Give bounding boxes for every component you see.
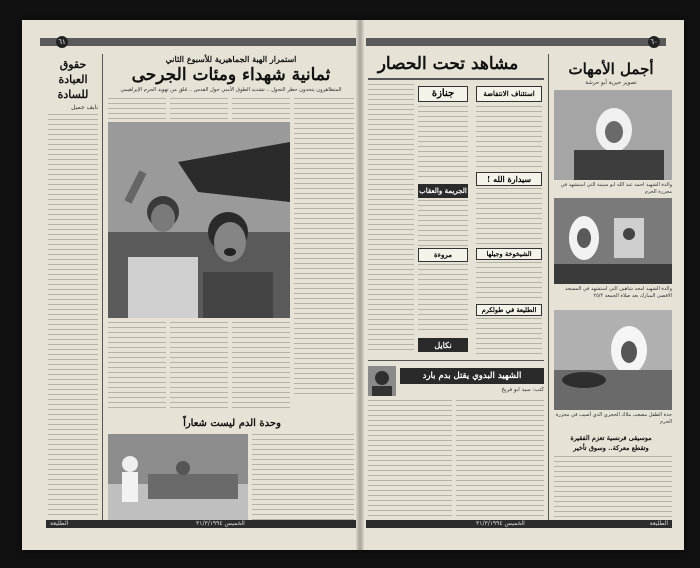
right-col-divider [548, 54, 549, 522]
sidebar-title-1: حقوق [59, 58, 87, 71]
right-footer-date: الخميس ٣١/٣/١٩٩٤ [476, 520, 525, 527]
martyr-text-2 [456, 400, 544, 520]
bottom-right-text [554, 456, 672, 520]
box-bakery: نكايل [418, 338, 468, 352]
protest-photo-graphic [108, 122, 290, 318]
right-headline: مشاهد تحت الحصار [377, 54, 519, 74]
intro-col-1 [108, 98, 166, 120]
mother-photo-3-graphic [554, 310, 672, 410]
martyr-rule [368, 360, 544, 361]
martyr-headline: الشهيد البدوي يقتل بدم بارد [400, 368, 544, 384]
sidebar-text [48, 114, 98, 518]
hospital-photo-graphic [108, 434, 248, 520]
protest-photo [108, 122, 290, 318]
martyr-text-1 [368, 400, 452, 520]
box-crime: الجريمة والعقاب [418, 184, 468, 198]
right-text-col [294, 98, 354, 398]
right-page [360, 20, 684, 550]
mother-photo-1-graphic [554, 90, 672, 180]
intro-col-3 [232, 98, 290, 120]
main-headline: ثمانية شهداء ومئات الجرحى [131, 65, 331, 85]
sidebar-byline: نايف جميل [71, 104, 98, 111]
right-footer-label: الطليعة [649, 520, 668, 527]
mothers-headline: أجمل الأمهات [568, 60, 654, 78]
lower-col-3 [232, 322, 290, 412]
box-nurse: الشيخوخة وجيلها [476, 248, 542, 260]
sidebar-title-3: للسادة [57, 88, 89, 101]
caption-1: والدة الشهيد احمد عبد الله ابو سنينة التي استشهد في مجزرة الحرم [560, 182, 672, 195]
mother-photo-1 [554, 90, 672, 180]
martyr-portrait [368, 366, 396, 396]
lower-col-2 [170, 322, 228, 412]
caption-2: والدة الشهيد امجد شاهين التي استشهد في المسجد الاقصى المبارك بعد صلاة الجمعة ٢٥/٢ [565, 286, 672, 299]
mother-photo-3 [554, 310, 672, 410]
mid-col-1 [368, 84, 414, 354]
box-siege: سيدارة الله ! [476, 172, 542, 186]
box-intifada: استئناف الانتفاضة [476, 86, 542, 102]
mid-col-5 [476, 188, 542, 246]
left-footer-label: الطليعة [50, 520, 69, 527]
mid-col-3 [476, 106, 542, 170]
left-footer [46, 520, 356, 528]
right-top-bar [366, 38, 666, 46]
bottom-text [252, 434, 354, 520]
box-funeral: جنازة [418, 86, 468, 102]
right-headline-rule [368, 78, 544, 80]
bottom-caption: جدة الطفل مصعب ملاك الحجري الذي أصيب في مجزرة الحرم [555, 412, 672, 425]
bottom-headline: وحدة الدم ليست شعاراً [183, 418, 281, 429]
main-kicker: استمرار الهبة الجماهيرية للأسبوع الثاني [165, 54, 297, 64]
intro-col-2 [170, 98, 228, 120]
mid-col-2 [418, 106, 468, 180]
bottom-headline-2: وتقطع معركة.. وسوق تأخير [573, 444, 649, 452]
mid-col-7 [476, 262, 542, 302]
mid-col-8 [476, 318, 542, 354]
bottom-headline-1: موسيقى فرنسية تعزم الفقيرة [570, 434, 652, 442]
sidebar-divider [102, 54, 103, 522]
right-page-number: ٦٠ [648, 36, 660, 48]
mother-photo-2 [554, 198, 672, 284]
mid-col-6 [418, 264, 468, 330]
right-footer [366, 520, 672, 528]
mid-col-4 [418, 200, 468, 246]
martyr-byline: كتب: سيد ابو فريخ [501, 387, 544, 393]
main-subhead: المتظاهرون يتحدون حظر التجول .. تشديد الطوق الأمني حول القدس .. قلق من تهويد الحرم الإبراهيمي [120, 87, 342, 93]
lower-col-1 [108, 322, 166, 412]
left-footer-date: الخميس ٣١/٣/١٩٩٤ [196, 520, 245, 527]
mothers-byline: تصوير خيرية أبو حرشة [585, 80, 637, 86]
left-top-bar [40, 38, 356, 46]
left-page [22, 20, 360, 550]
newspaper-spread [22, 20, 684, 550]
left-page-number: ٦١ [56, 36, 68, 48]
mother-photo-2-graphic [554, 198, 672, 284]
box-peace: مروءة [418, 248, 468, 262]
hospital-photo [108, 434, 248, 520]
martyr-portrait-graphic [368, 366, 396, 396]
box-yellow: الطليعة في طولكرم [476, 304, 542, 316]
sidebar-title-2: العبادة [58, 73, 88, 86]
